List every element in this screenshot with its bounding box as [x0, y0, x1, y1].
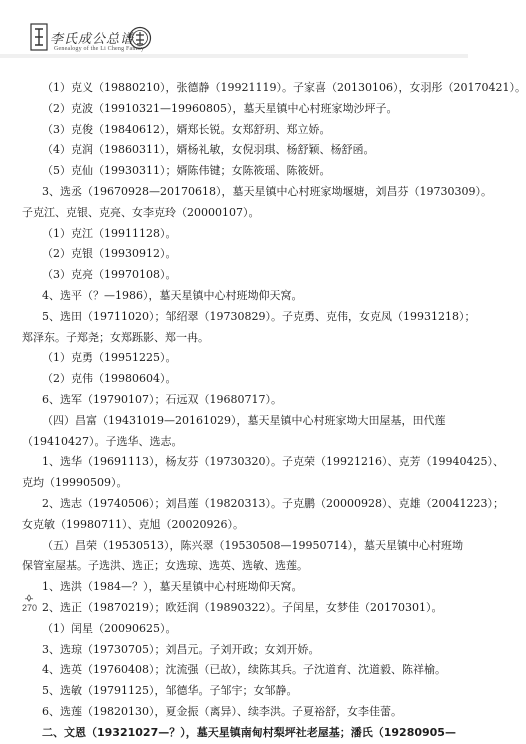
text-line: 3、选琼（19730705）；刘昌元。子刘开政；女刘开娇。	[42, 642, 320, 656]
text-line: 4、选英（19760408）；沈流强（已故），续陈其兵。子沈道育、沈道毅、陈祥榆。	[42, 663, 446, 677]
text-line: （19410427）。子选华、选志。	[22, 434, 183, 448]
text-line: （五）昌荣（19530513），陈兴翠（19530508—19950714），墓天星镇中心村班坳	[42, 538, 463, 552]
text-line: （3）克俊（19840612），婿郑长锐。女郑舒玥、郑立娇。	[42, 122, 331, 136]
page-header	[0, 0, 468, 76]
text-line: 保管室屋基。子选洪、选正；女选琼、选英、选敏、选莲。	[22, 559, 308, 573]
text-line: （2）克银（19930912）。	[42, 247, 177, 261]
text-line: （2）克伟（19980604）。	[42, 372, 177, 386]
text-line: 5、选敏（19791125），邹德华。子邹宇；女邹静。	[42, 684, 298, 698]
text-line: （1）克勇（19951225）。	[42, 351, 177, 365]
text-line: （四）昌富（19431019—20161029），墓天星镇中心村班家坳大田屋基，田代莲	[42, 413, 446, 427]
text-line: （5）克仙（19930311）；婿陈伟键；女陈筱瑶、陈筱妍。	[42, 164, 331, 178]
genealogy-body	[22, 78, 526, 744]
header-subtitle: Genealogy of the Li Cheng Family	[54, 46, 145, 52]
text-line: 郑泽东。子郑尧；女郑跞影、郑一冉。	[22, 330, 209, 344]
header-title: 李氏成公总谱	[50, 32, 135, 47]
text-line: 子克江、克银、克亮、女李克玲（20000107）。	[22, 205, 260, 219]
text-line: （1）克江（19911128）。	[42, 226, 177, 240]
section-heading-line: 二、文恩（19321027—？），墓天星镇南甸村梨坪社老屋基；潘氏（19280905—	[42, 725, 456, 739]
text-line: （1）闰星（20090625）。	[42, 621, 177, 635]
text-line: 2、选正（19870219）；欧廷润（19890322）。子闰星，女梦佳（20170301）。	[42, 600, 443, 614]
seal-icon	[28, 22, 50, 52]
family-emblem-icon	[128, 26, 152, 50]
page-flower-icon	[24, 594, 34, 602]
text-line: （1）克义（19880210），张德静（19921119）。子家喜（20130106），女羽彤（20170421）。	[42, 81, 526, 94]
text-line: 3、选丞（19670928—20170618），墓天星镇中心村班家坳堰塘，刘昌芬（19730309）。	[42, 184, 492, 198]
text-line: 女克敏（19980711）、克旭（20020926）。	[22, 517, 244, 531]
text-line: （3）克亮（19970108）。	[42, 268, 177, 282]
text-line: 5、选田（19711020）；邹绍翠（19730829）。子克勇、克伟，女克凤（19931218）；	[42, 309, 476, 323]
text-line: 1、选洪（1984—？），墓天星镇中心村班坳仰天窝。	[42, 580, 303, 594]
text-line: 6、选莲（19820130），夏金振（离异）、续李洪。子夏裕舒，女李佳蕾。	[42, 704, 402, 718]
text-line: 2、选志（19740506）；刘昌莲（19820313）。子克鹏（20000928）、克雄（20041223）；	[42, 496, 504, 510]
text-line: 6、选军（19790107）；石远双（19680717）。	[42, 392, 282, 406]
page-number: 270	[22, 603, 38, 613]
text-line: 4、选平（？—1986），墓天星镇中心村班坳仰天窝。	[42, 288, 303, 302]
header-band	[0, 54, 468, 58]
text-line: 1、选华（19691113），杨友芬（19730320）。子克荣（19921216）、克芳（19940425）、	[42, 455, 504, 469]
text-line: （4）克润（19860311），婿杨礼敏，女倪羽琪、杨舒颖、杨舒函。	[42, 143, 375, 157]
text-line: 克均（19990509）。	[22, 476, 128, 490]
text-line: （2）克波（19910321—19960805），墓天星镇中心村班家坳沙坪子。	[42, 101, 398, 115]
